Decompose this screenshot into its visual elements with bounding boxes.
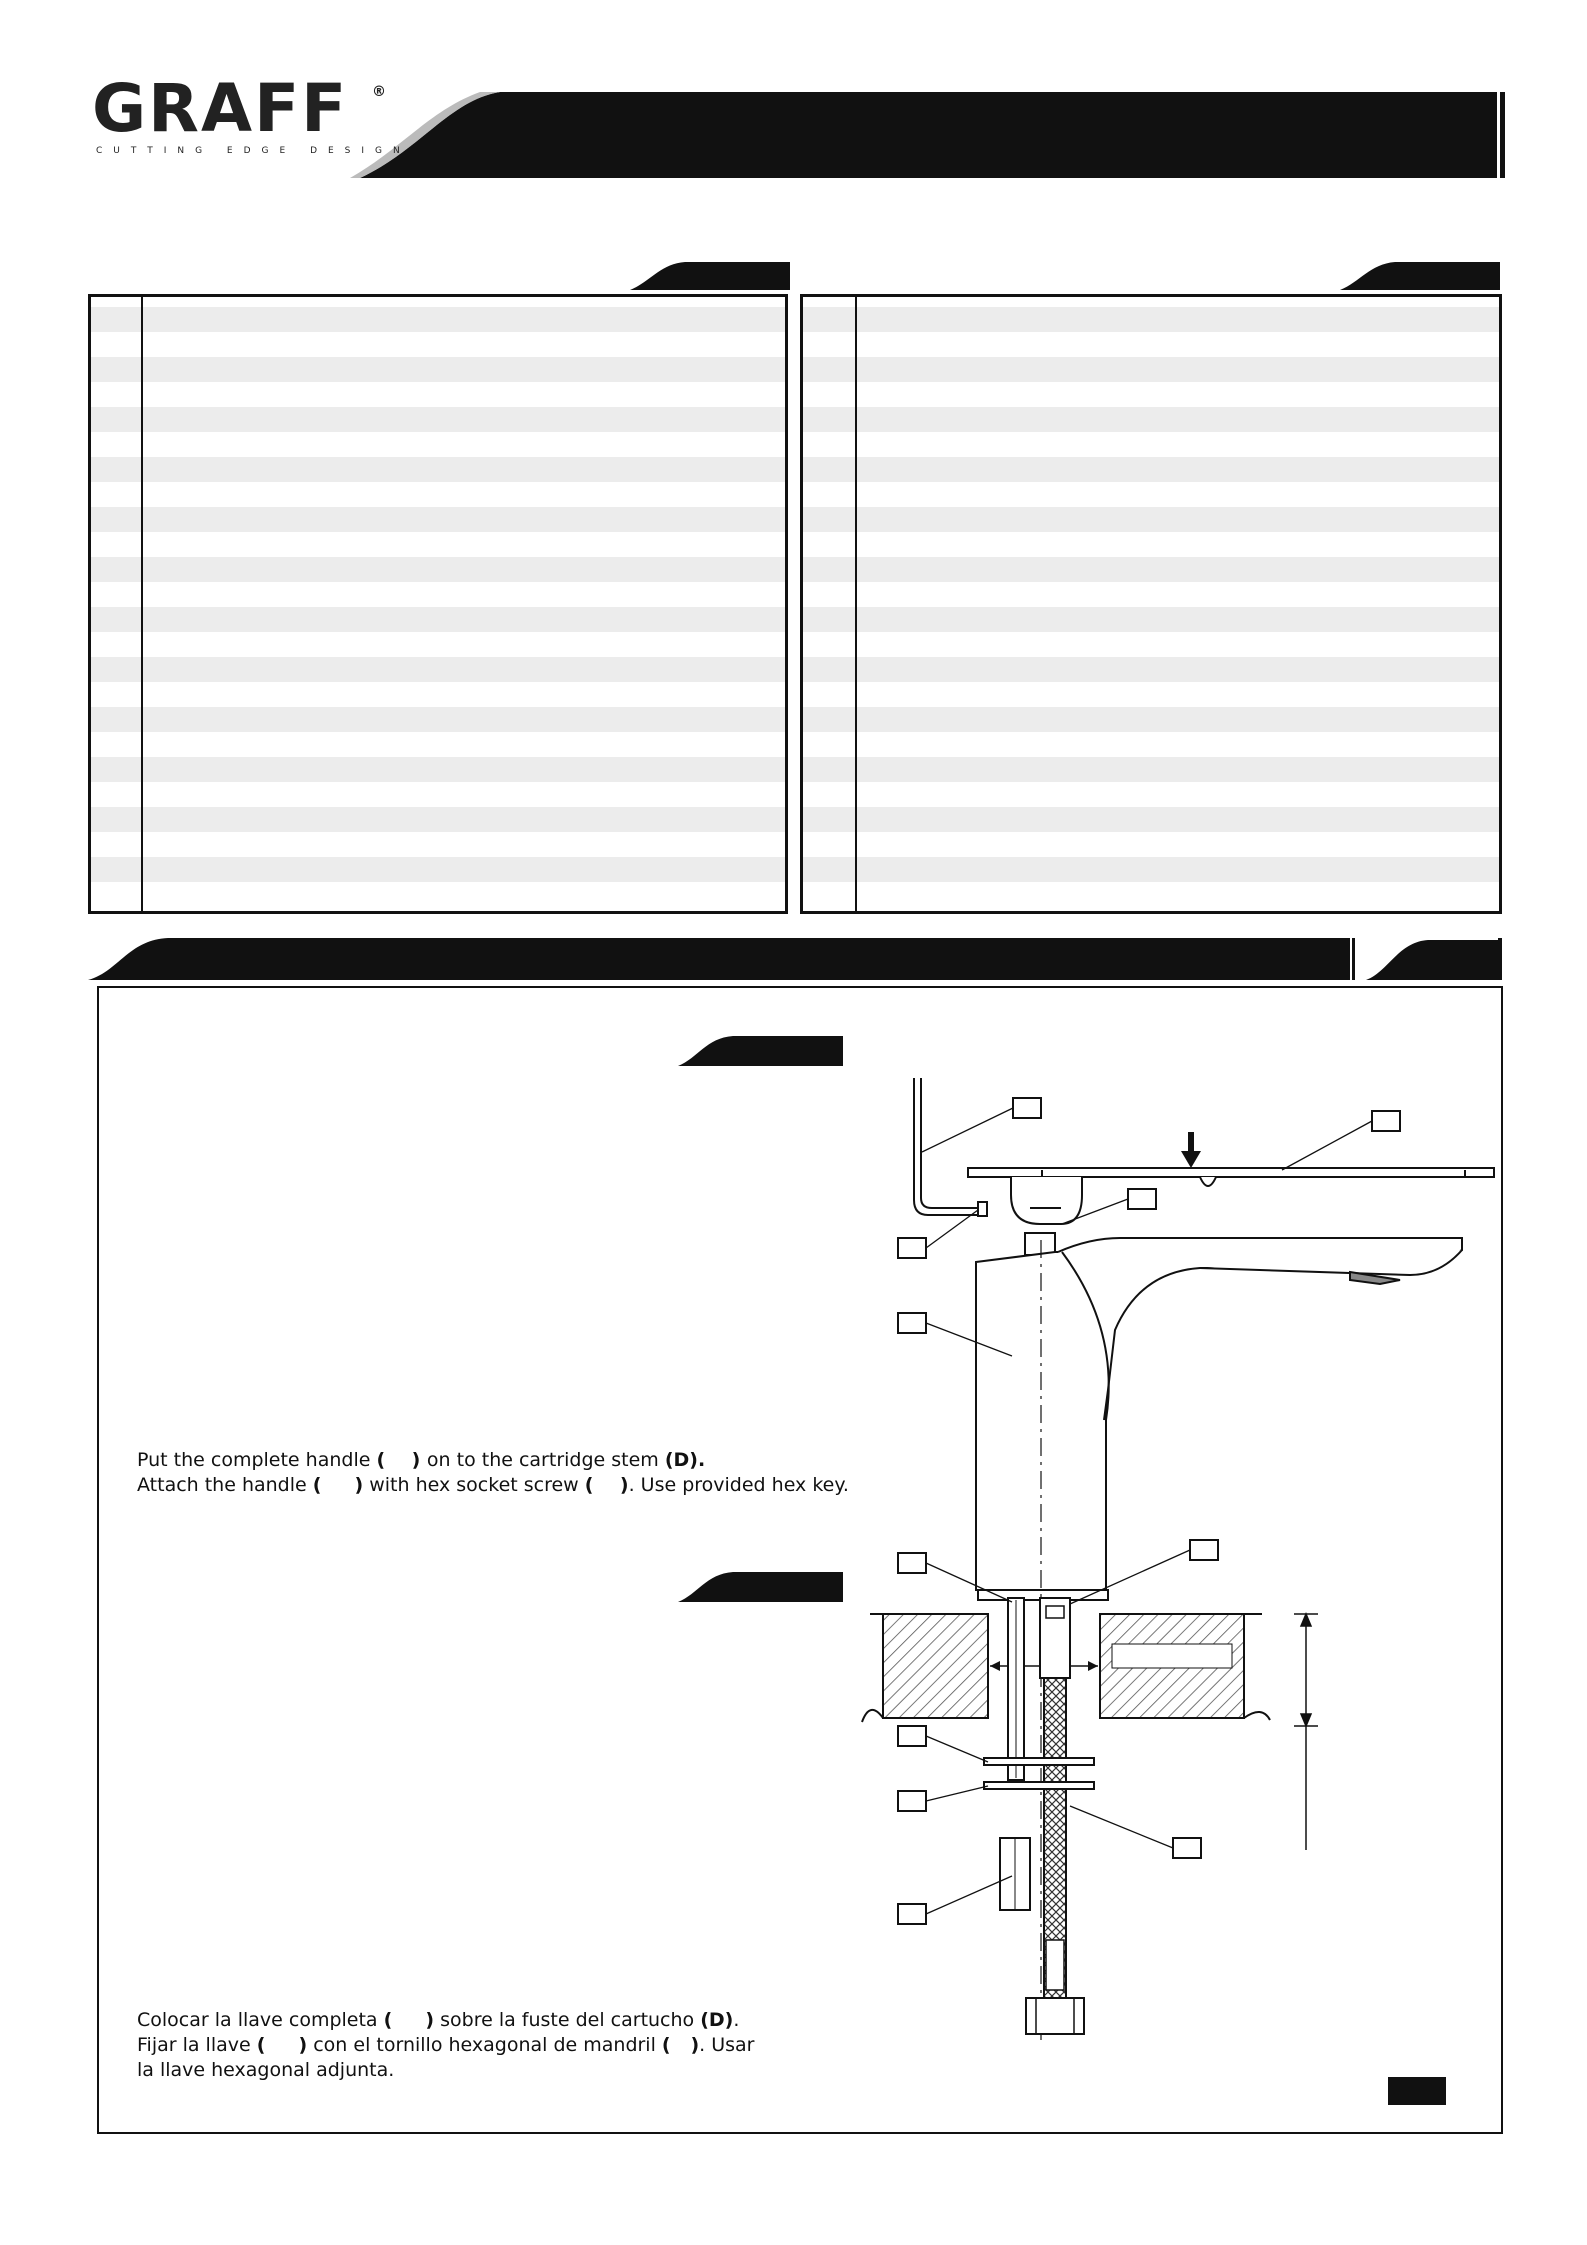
table-row [803, 332, 1499, 357]
text-segment: (D). [664, 1449, 706, 1471]
text-segment: sobre la fuste del cartucho [434, 2009, 701, 2031]
table-row [91, 532, 785, 557]
text-segment: Attach the handle [137, 1474, 313, 1496]
text-segment: Put the complete handle [137, 1449, 377, 1471]
table-row [91, 757, 785, 782]
table-row [803, 532, 1499, 557]
column-divider [141, 297, 143, 911]
table-row [91, 357, 785, 382]
text-segment: ( ) [312, 1474, 364, 1496]
table-row [803, 832, 1499, 857]
table-row [91, 482, 785, 507]
table-row [91, 507, 785, 532]
table-row [91, 807, 785, 832]
table-row [803, 607, 1499, 632]
table-row [803, 682, 1499, 707]
brand-logo: GRAFF [92, 70, 349, 147]
parts-list-table-left [88, 294, 788, 914]
text-segment: Colocar la llave completa [137, 2009, 384, 2031]
table-row [91, 432, 785, 457]
table-row [803, 582, 1499, 607]
table-row [91, 682, 785, 707]
table-row [803, 882, 1499, 907]
table-row [91, 657, 785, 682]
text-segment: ( ) [584, 1474, 629, 1496]
text-segment: . Usar [699, 2034, 755, 2056]
table-row [803, 557, 1499, 582]
table-row [803, 657, 1499, 682]
text-segment: ( ) [383, 2009, 435, 2031]
table-row [91, 307, 785, 332]
table-row [91, 782, 785, 807]
installation-section-banner [88, 936, 1502, 980]
table-row [803, 357, 1499, 382]
table-row [91, 557, 785, 582]
registered-mark: ® [372, 84, 386, 100]
table-row [803, 857, 1499, 882]
table-row [91, 382, 785, 407]
table-row [803, 732, 1499, 757]
right-table-tab [1340, 262, 1500, 290]
parts-list-table-right [800, 294, 1502, 914]
left-table-tab [630, 262, 790, 290]
text-segment: ( ) [256, 2034, 308, 2056]
table-row [803, 507, 1499, 532]
text-segment: ) [385, 1449, 427, 1471]
text-segment: on to the cartridge stem [426, 1449, 665, 1471]
table-row [91, 582, 785, 607]
text-segment: ( [376, 1449, 386, 1471]
table-row [91, 707, 785, 732]
english-step-tab [678, 1036, 843, 1066]
text-segment: . Use provided hex key. [628, 1474, 849, 1496]
table-row [91, 332, 785, 357]
table-row [803, 807, 1499, 832]
table-row [803, 632, 1499, 657]
table-row [91, 607, 785, 632]
table-row [91, 857, 785, 882]
table-row [91, 457, 785, 482]
table-row [803, 757, 1499, 782]
text-segment: ( ) [661, 2034, 700, 2056]
table-row [803, 782, 1499, 807]
text-segment: Fijar la llave [137, 2034, 257, 2056]
installation-panel [97, 986, 1503, 2134]
column-divider [855, 297, 857, 911]
table-row [803, 407, 1499, 432]
table-row [803, 307, 1499, 332]
table-row [803, 707, 1499, 732]
table-row [803, 457, 1499, 482]
table-row [803, 382, 1499, 407]
table-row [91, 832, 785, 857]
english-instruction [137, 1423, 849, 1498]
table-row [803, 432, 1499, 457]
table-row [91, 732, 785, 757]
page-number-badge [1388, 2077, 1446, 2105]
text-segment: con el tornillo hexagonal de mandril [307, 2034, 662, 2056]
text-segment: . [733, 2009, 740, 2031]
text-segment: la llave hexagonal adjunta. [137, 2059, 395, 2081]
spanish-step-tab [678, 1572, 843, 1602]
table-row [803, 482, 1499, 507]
brand-tagline: CUTTING EDGE DESIGN [96, 146, 411, 156]
table-row [91, 407, 785, 432]
table-row [91, 882, 785, 907]
text-segment: with hex socket screw [363, 1474, 585, 1496]
spanish-instruction [137, 1983, 754, 2083]
text-segment: (D) [700, 2009, 734, 2031]
table-row [91, 632, 785, 657]
